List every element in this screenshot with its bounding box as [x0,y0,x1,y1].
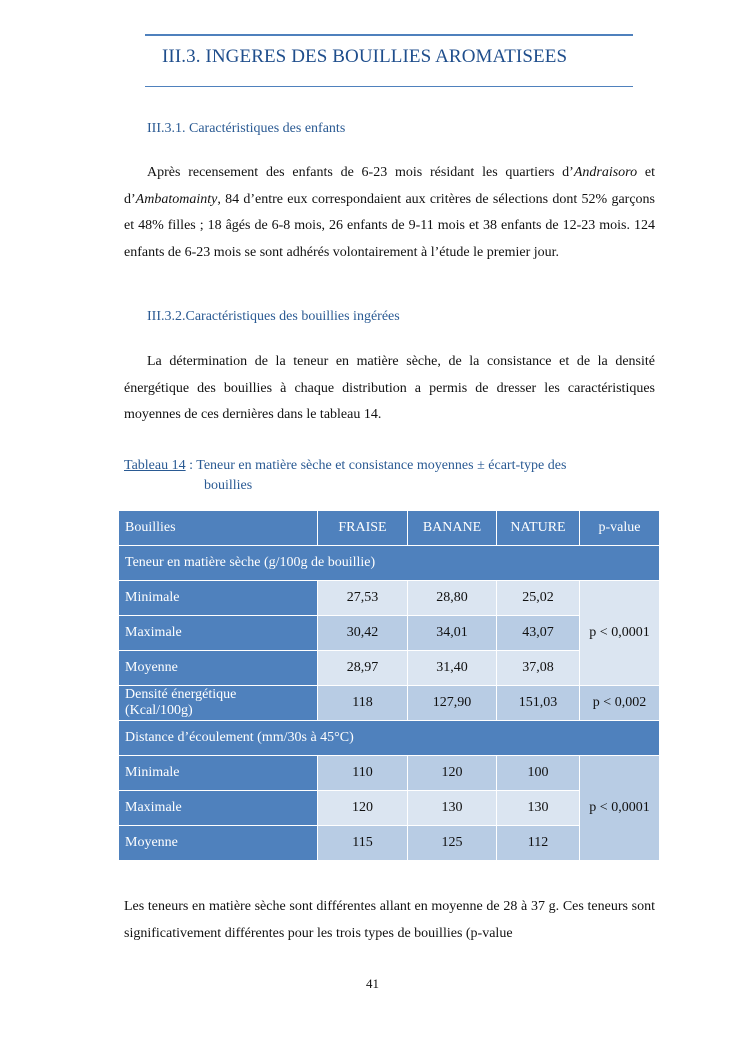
table-row: Moyenne 28,97 31,40 37,08 [119,651,660,686]
table-section-row [119,721,660,756]
header-banane: BANANE [408,511,497,546]
table-section-row [119,546,660,581]
table-row: Minimale 27,53 28,80 25,02 p < 0,0001 [119,581,660,616]
table-row: Minimale 110 120 100 p < 0,0001 [119,756,660,791]
table-row: Maximale 120 130 130 [119,791,660,826]
section-heading-children: III.3.1. Caractéristiques des enfants [147,121,346,136]
header-bouillies: Bouillies [119,511,318,546]
section-heading-porridges: III.3.2.Caractéristiques des bouillies ingérées [147,309,400,324]
paragraph-porridges: La détermination de la teneur en matière sèche, de la consistance et de la densité énergétique des bouillies à chaque distribution a permis de dresser les caractéristiques moyennes de ces dernières dans le tableau 14. [124,354,655,422]
table-row-density: Densité énergétique (Kcal/100g) 118 127,90 151,03 p < 0,002 [119,686,660,721]
place-name-ambatomainty: Ambatomainty [135,191,218,207]
header-fraise: FRAISE [318,511,408,546]
table-row: Maximale 30,42 34,01 43,07 [119,616,660,651]
paragraph-children: Après recensement des enfants de 6-23 mois résidant les quartiers d’Andraisoro et d’Ambatomainty, 84 d’entre eux correspondaient aux critères de sélections dont 52% garçons et 48% filles ; 18 âgés de 6-8 mois, 26 enfants de 9-11 mois et 38 enfants de 12-23 mois. 124 enfants de 6-23 mois se sont adhérés volontairement à l’étude le premier jour. [124,165,655,260]
table-caption-label: Tableau 14 [124,458,186,473]
header-p-value: p-value [580,511,660,546]
p-value-flow: p < 0,0001 [580,756,660,861]
section-dry-matter: Teneur en matière sèche (g/100g de bouillie) [119,546,660,581]
chapter-title: III.3. INGERES DES BOUILLIES AROMATISEES [162,46,568,67]
p-value-density: p < 0,002 [580,686,660,721]
table-caption: Tableau 14 : Teneur en matière sèche et consistance moyennes ± écart-type des bouillies [124,458,567,493]
porridge-characteristics-table [118,510,660,861]
paragraph-closing: Les teneurs en matière sèche sont différentes allant en moyenne de 28 à 37 g. Ces teneurs sont significativement différentes pour les trois types de bouillies (p-value [124,899,655,941]
page-number: 41 [366,976,379,991]
table-header-row [119,511,660,546]
title-bottom-rule [145,86,633,87]
table-caption-text: Teneur en matière sèche et consistance moyennes ± écart-type des [196,458,567,473]
density-label: Densité énergétique (Kcal/100g) [119,686,318,721]
table-row: Moyenne 115 125 112 [119,826,660,861]
p-value-dry-matter: p < 0,0001 [580,581,660,686]
title-top-rule [145,34,633,36]
place-name-andraisoro: Andraisoro [573,165,638,180]
section-flow-distance: Distance d’écoulement (mm/30s à 45°C) [119,721,660,756]
header-nature: NATURE [497,511,580,546]
